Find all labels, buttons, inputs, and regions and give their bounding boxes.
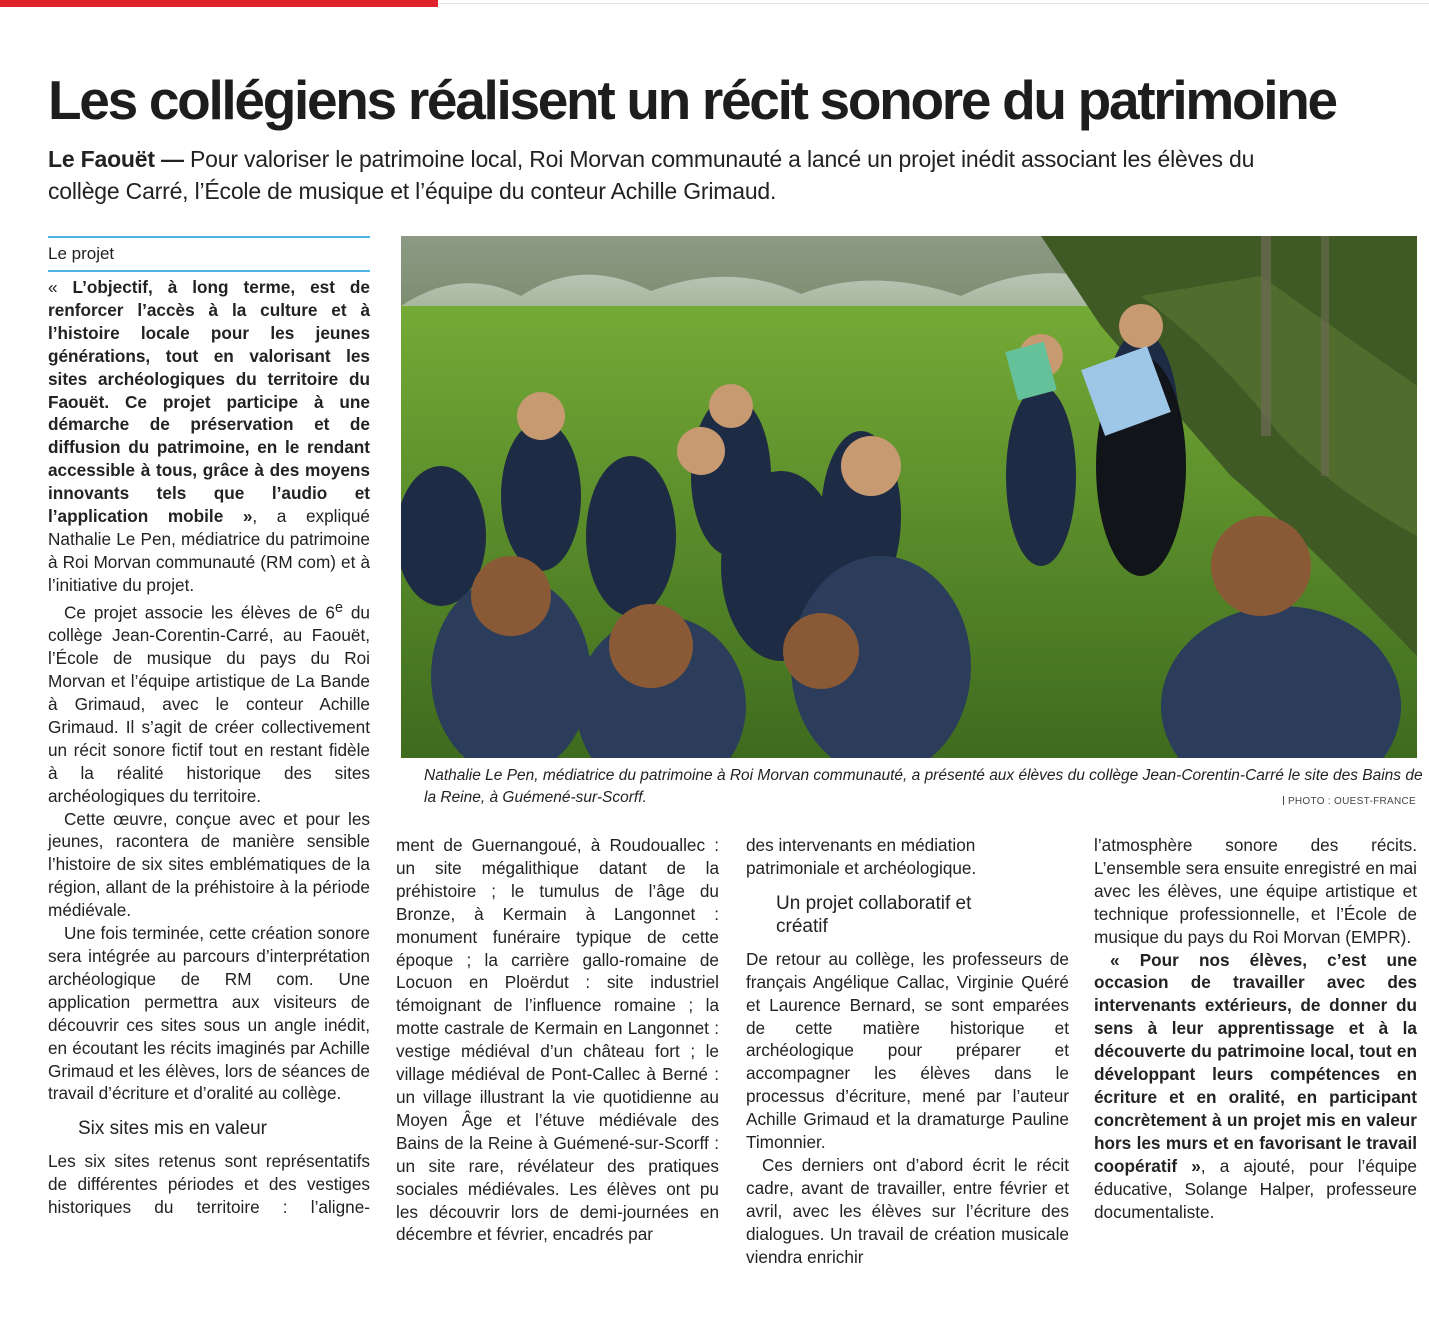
- photo-caption: Nathalie Le Pen, médiatrice du patrimoine à Roi Morvan communauté, a présenté aux élèves du collège Jean-Corentin-Carré le site des Bains de la Reine, à Guémené-sur-Scorff.: [424, 767, 1423, 806]
- paragraph-quote-1: [48, 276, 370, 597]
- quote-1-attribution: , a expliqué Nathalie Le Pen, médiatrice du patrimoine à Roi Morvan communauté (RM com) et à l’initiative du projet.: [48, 506, 370, 595]
- paragraph-5-part-3: des intervenants en médiation patrimoniale et archéologique.: [746, 835, 977, 878]
- top-red-bar: [0, 0, 438, 7]
- photo-credit: [1283, 796, 1416, 807]
- top-rule: [438, 3, 1429, 4]
- quote-2-bold: « Pour nos élèves, c’est une occasion de travailler avec des intervenants extérieurs, de donner du sens à leur apprentissage et à la découverte du patrimoine local, tout en développant leurs compétences en écriture et en oralité, en participant concrètement à un projet mis en valeur hors les murs et en favorisant le travail coopératif »: [1094, 949, 1417, 1176]
- quote-2-attribution: , a ajouté, pour l’équipe éducative, Solange Halper, professeure documentaliste.: [1094, 1155, 1417, 1222]
- quote-1-bold: L’objectif, à long terme, est de renforcer l’accès à la culture et à l’histoire locale pour les jeunes générations, tout en valorisant les sites archéologiques du territoire du Faouët. Ce projet participe à une démarche de préservation et de diffusion du patrimoine, en le rendant accessible à tous, grâce à des moyens innovants tels que l’audio et l’application mobile »: [48, 277, 370, 527]
- credit-text: PHOTO : OUEST-FRANCE: [1287, 796, 1416, 807]
- paragraph-4: Une fois terminée, cette création sonore sera intégrée au parcours d’interprétation archéologique de RM com. Une application permettra aux visiteurs de découvrir ces sites sous un angle inédit, en écoutant les récits imaginés par Achille Grimaud et les élèves, lors de séances de travail d’écriture et d’oralité au collège.: [48, 923, 370, 1104]
- p2-text-a: Ce projet associe les élèves de 6: [64, 602, 335, 623]
- column-4: [1094, 834, 1417, 1223]
- paragraph-3: Cette œuvre, conçue avec et pour les jeunes, racontera de manière sensible l’histoire de six sites emblématiques de la région, allant de la préhistoire à la période médiévale.: [48, 808, 370, 921]
- paragraph-quote-2: [1094, 949, 1417, 1224]
- rubric-rule-top: [48, 236, 370, 238]
- credit-bar: [1283, 796, 1284, 805]
- chapo-text: Pour valoriser le patrimoine local, Roi Morvan communauté a lancé un projet inédit associant les élèves du collège Carré, l’École de musique et l’équipe du conteur Achille Grimaud.: [48, 146, 1255, 204]
- article-photo: [401, 236, 1417, 758]
- column-3: [746, 834, 1069, 1269]
- paragraph-7-part-2: l’atmosphère sonore des récits. L’ensemble sera ensuite enregistré en mai avec les élèves, une équipe artistique et technique professionnelle, et l’École de musique du pays du Roi Morvan (EMPR).: [1094, 835, 1417, 947]
- column-1: [48, 276, 370, 1219]
- column-2: [396, 834, 719, 1246]
- paragraph-2: [48, 597, 370, 808]
- subheading-six-sites: Six sites mis en valeur: [78, 1118, 268, 1140]
- rubric-rule-bottom: [48, 270, 370, 272]
- photo-illustration: [401, 236, 1417, 758]
- quote-open: «: [48, 277, 73, 297]
- paragraph-7-part-1: Ces derniers ont d’abord écrit le récit cadre, avant de travailler, entre février et avril, avec les élèves sur l’écriture des dialogues. Un travail de création musicale viendra enrichir: [746, 1154, 1069, 1267]
- subheading-collaboratif: Un projet collaboratif et créatif: [776, 892, 972, 937]
- headline: Les collégiens réalisent un récit sonore du patrimoine: [48, 69, 1336, 131]
- dateline: Le Faouët —: [48, 146, 184, 172]
- paragraph-6: De retour au collège, les professeurs de français Angélique Callac, Virginie Quéré et Laurence Bernard, se sont emparées de cette matière historique et archéologique pour préparer et accompagner les élèves dans le processus d’écriture, mené par l’auteur Achille Grimaud et la dramaturge Pauline Timonnier.: [746, 948, 1069, 1153]
- p2-text-b: du collège Jean-Corentin-Carré, au Faouët, l’École de musique du pays du Roi Morvan et l’équipe artistique de La Bande à Grimaud, avec le conteur Achille Grimaud. Il s’agit de créer collectivement un récit sonore fictif tout en restant fidèle à la réalité historique des sites archéologiques du territoire.: [48, 602, 370, 806]
- rubric-label: Le projet: [48, 244, 115, 263]
- rubric-box: [48, 236, 370, 272]
- paragraph-5-part-2: ment de Guernangoué, à Roudouallec : un site mégalithique datant de la préhistoire ; le tumulus de l’âge du Bronze, à Kermain à Langonnet : monument funéraire typique de cette époque ; la carrière gallo-romaine de Locuon en Ploërdut : site industriel témoignant de l’influence romaine ; la motte castrale de Kermain en Langonnet : vestige médiéval d’un château fort ; le village médiéval de Pont-Callec à Berné : un village illustrant la vie quotidienne au Moyen Âge et l’étuve médiévale des Bains de la Reine à Guémené-sur-Scorff : un site rare, révélateur des pratiques sociales médiévales. Les élèves ont pu les découvrir lors de demi-journées en décembre et février, encadrés par: [396, 835, 719, 1245]
- p2-superscript: e: [335, 599, 343, 616]
- paragraph-5-part-1: Les six sites retenus sont représentatifs de différentes périodes et des vestiges historiques du territoire : l’aligne-: [48, 1151, 370, 1218]
- chapo: [48, 143, 1328, 207]
